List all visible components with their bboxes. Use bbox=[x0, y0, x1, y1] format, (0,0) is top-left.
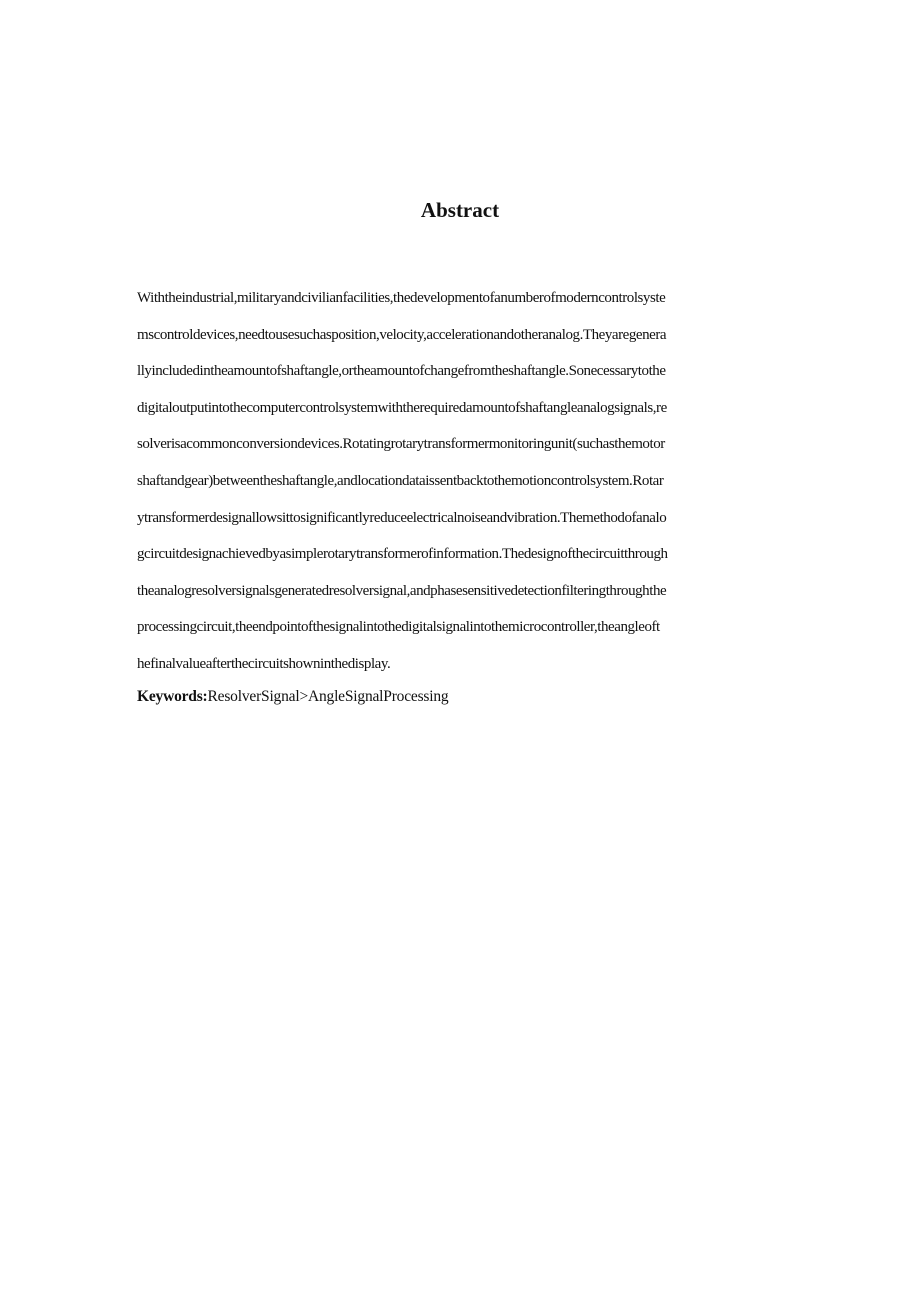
abstract-line-2: mscontroldevices,needtousesuchasposition,velocity,accelerationandotheranalog.Theyaregenera bbox=[137, 326, 667, 343]
abstract-line-4: digitaloutputintothecomputercontrolsystemwiththerequiredamountofshaftangleanalogsignals,re bbox=[137, 399, 667, 416]
keywords-line bbox=[137, 684, 448, 709]
abstract-body bbox=[137, 286, 787, 689]
page-title: Abstract bbox=[420, 198, 500, 222]
abstract-line-10: processingcircuit,theendpointofthesignalintothedigitalsignalintothemicrocontroller,theangleoft bbox=[137, 619, 660, 636]
abstract-line-8: gcircuitdesignachievedbyasimplerotarytransformerofinformation.Thedesignofthecircuitthrough bbox=[137, 546, 668, 563]
abstract-line-5: solverisacommonconversiondevices.Rotatingrotarytransformermonitoringunit(suchasthemotor bbox=[137, 436, 665, 453]
abstract-line-11: hefinalvalueafterthecircuitshowninthedisplay. bbox=[137, 655, 391, 672]
abstract-line-3: llyincludedintheamountofshaftangle,ortheamountofchangefromtheshaftangle.Sonecessarytothe bbox=[137, 363, 666, 380]
keywords-value: ResolverSignal>AngleSignalProcessing bbox=[207, 688, 449, 705]
abstract-line-1: Withtheindustrial,militaryandcivilianfacilities,thedevelopmentofanumberofmoderncontrolsyste bbox=[137, 290, 666, 306]
abstract-line-6: shaftandgear)betweentheshaftangle,andlocationdataissentbacktothemotioncontrolsystem.Rotar bbox=[137, 472, 664, 489]
keywords-label: Keywords: bbox=[137, 688, 208, 705]
abstract-line-9: theanalogresolversignalsgeneratedresolversignal,andphasesensitivedetectionfilteringthroughthe bbox=[137, 582, 667, 599]
abstract-line-7: ytransformerdesignallowsittosignificantlyreduceelectricalnoiseandvibration.Themethodofanalo bbox=[137, 509, 667, 526]
